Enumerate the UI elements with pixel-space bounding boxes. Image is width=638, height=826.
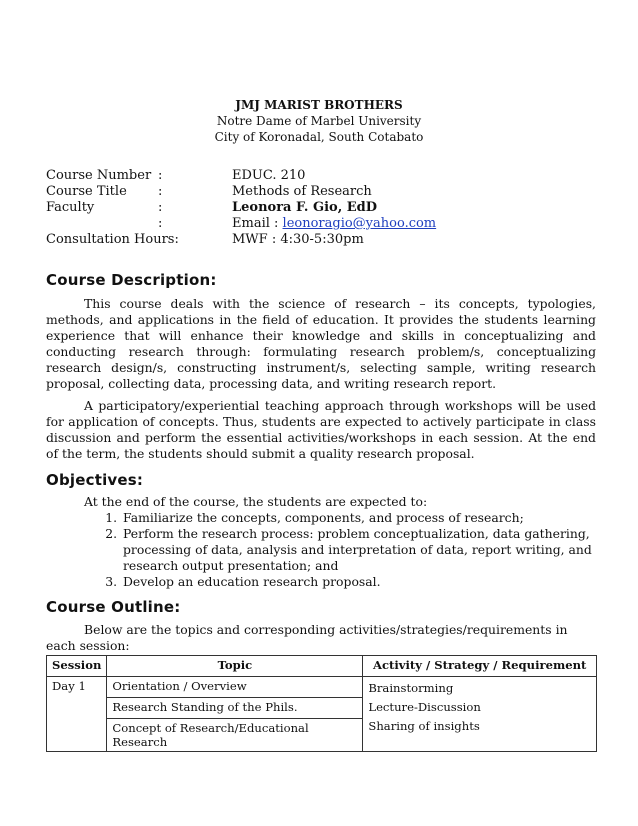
activity-item: Lecture-Discussion	[368, 700, 481, 714]
course-title-label: Course Title	[46, 184, 127, 199]
course-outline-heading: Course Outline:	[46, 598, 181, 616]
description-text-1: This course deals with the science of research – its concepts, typologies, methods, and applications in the field of education. It provides the students learning experience that will enhance their knowledge and skills in conceptualizing and conducting research through: formulating research problem/s, conceptualizing research design/s, constructing instrument/s, selecting sample, writing research proposal, collecting data, processing data, and writing research report.	[46, 296, 596, 391]
course-number-value: EDUC. 210	[232, 168, 306, 183]
objectives-list	[46, 510, 596, 590]
course-outline-intro	[46, 622, 596, 654]
email-link[interactable]: leonoragio@yahoo.com	[282, 216, 437, 231]
email-prefix: Email :	[232, 216, 283, 231]
activity-cell	[363, 677, 597, 752]
course-description-para2	[46, 398, 596, 462]
table-row	[47, 677, 597, 698]
faculty-value: Leonora F. Gio, EdD	[232, 200, 378, 215]
course-description-heading: Course Description:	[46, 271, 217, 289]
topic-cell: Research Standing of the Phils.	[107, 698, 363, 719]
table-header-row	[47, 656, 597, 677]
objectives-block	[46, 494, 596, 590]
column-header-activity: Activity / Strategy / Requirement	[363, 656, 597, 677]
course-outline-table	[46, 655, 597, 752]
column-header-topic: Topic	[107, 656, 363, 677]
faculty-colon: :	[158, 200, 163, 215]
topic-cell: Concept of Research/Educational Research	[107, 719, 363, 752]
course-description-para1	[46, 296, 596, 392]
course-number-colon: :	[158, 168, 163, 183]
email-colon: :	[158, 216, 163, 231]
objectives-intro: At the end of the course, the students are expected to:	[84, 494, 428, 509]
objective-item: 3. Develop an education research proposal.	[121, 574, 596, 590]
faculty-label: Faculty	[46, 200, 95, 215]
consultation-hours-value: MWF : 4:30-5:30pm	[232, 232, 364, 247]
objective-item: 2. Perform the research process: problem conceptualization, data gathering, processing of data, analysis and interpretation of data, report writing, and research output presentation; and	[121, 526, 596, 574]
course-title-value: Methods of Research	[232, 184, 372, 199]
outline-intro-text: Below are the topics and corresponding activities/strategies/requirements in each session:	[46, 622, 568, 653]
consultation-hours-label: Consultation Hours:	[46, 232, 179, 247]
email-row	[232, 216, 436, 232]
institution-name: JMJ MARIST BROTHERS	[235, 98, 403, 112]
university-name: Notre Dame of Marbel University	[216, 114, 422, 128]
activity-item: Sharing of insights	[368, 719, 480, 733]
objectives-heading: Objectives:	[46, 471, 144, 489]
session-cell: Day 1	[47, 677, 107, 752]
description-text-2: A participatory/experiential teaching approach through workshops will be used for application of concepts. Thus, students are expected to actively participate in class discussion and perform the essential activities/workshops in each session. At the end of the term, the students should submit a quality research proposal.	[46, 398, 596, 461]
topic-cell: Orientation / Overview	[107, 677, 363, 698]
activity-item: Brainstorming	[368, 681, 454, 695]
university-location: City of Koronadal, South Cotabato	[214, 130, 424, 144]
course-number-label: Course Number	[46, 168, 152, 183]
objective-item: 1. Familiarize the concepts, components, and process of research;	[121, 510, 596, 526]
column-header-session: Session	[47, 656, 107, 677]
course-title-colon: :	[158, 184, 163, 199]
